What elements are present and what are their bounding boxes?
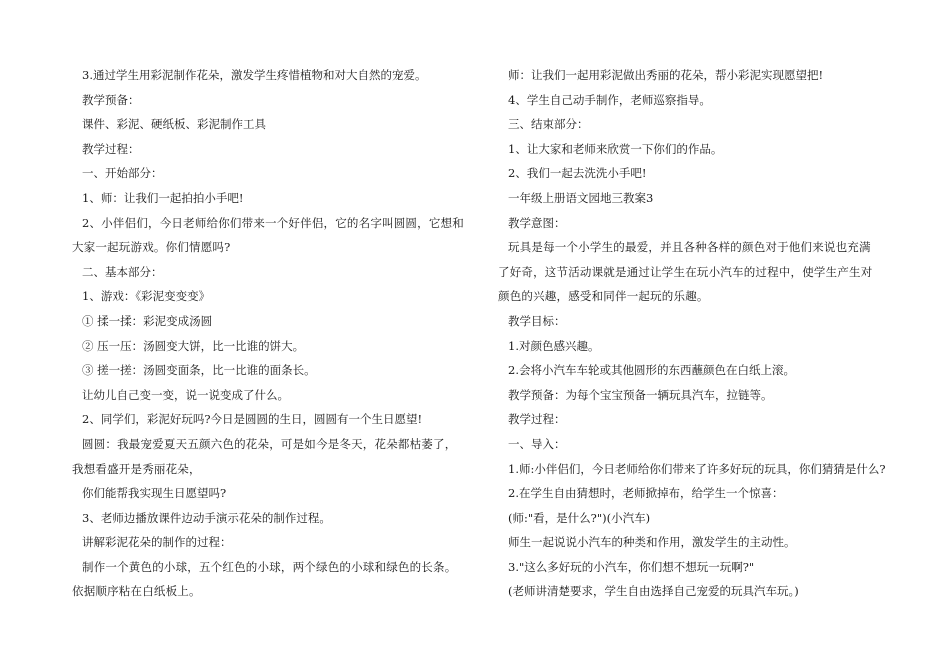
section-title: 一年级上册语文园地三教案3: [508, 190, 654, 205]
paragraph: 师：让我们一起用彩泥做出秀丽的花朵，帮小彩泥实现愿望把!: [508, 68, 824, 82]
paragraph: 一、导入：: [508, 436, 566, 451]
left-column: [72, 63, 464, 604]
paragraph: 2、我们一起去洗洗小手吧!: [508, 166, 647, 181]
paragraph: 3."这么多好玩的小汽车，你们想不想玩一玩啊?": [508, 559, 755, 574]
paragraph: 1、师：让我们一起拍拍小手吧!: [82, 190, 244, 205]
paragraph: (师:"看，是什么?")(小汽车): [508, 510, 651, 525]
paragraph: 师生一起说说小汽车的种类和作用，激发学生的主动性。: [508, 535, 796, 550]
paragraph: 4、学生自己动手制作，老师巡察指导。: [508, 92, 711, 107]
paragraph: 1.师:小伴侣们，今日老师给你们带来了许多好玩的玩具，你们猜猜是什么?: [508, 461, 886, 476]
paragraph: (老师讲清楚要求，学生自由选择自己宠爱的玩具汽车玩。): [508, 584, 799, 599]
paragraph: ① 揉一揉：彩泥变成汤圆: [82, 313, 213, 328]
paragraph: 圆圆：我最宠爱夏天五颜六色的花朵，可是如今是冬天，花朵都枯萎了，我想看盛开是秀丽花朵，: [72, 436, 457, 476]
right-column: [498, 63, 886, 604]
paragraph: ② 压一压：汤圆变大饼，比一比谁的饼大。: [82, 338, 305, 353]
paragraph: 1、游戏：《彩泥变变变》: [82, 289, 211, 304]
paragraph: 2.会将小汽车车轮或其他圆形的东西蘸颜色在白纸上滚。: [508, 363, 795, 378]
paragraph: 三、结束部分：: [508, 117, 589, 132]
paragraph: 二、基本部分：: [82, 264, 163, 279]
paragraph: 教学目标：: [508, 313, 566, 328]
paragraph: 制作一个黄色的小球，五个红色的小球，两个绿色的小球和绿色的长条。依据顺序粘在白纸板上。: [72, 559, 457, 599]
paragraph: 让幼儿自己变一变，说一说变成了什么。: [82, 387, 289, 402]
paragraph: 你们能帮我实现生日愿望吗?: [82, 486, 227, 501]
paragraph: 3、老师边播放课件边动手演示花朵的制作过程。: [82, 510, 331, 525]
paragraph: 教学预备：: [82, 92, 140, 107]
paragraph: 1、让大家和老师来欣赏一下你们的作品。: [508, 141, 723, 156]
paragraph: 2.在学生自由猜想时，老师掀掉布，给学生一个惊喜：: [508, 486, 784, 501]
paragraph: 教学过程：: [508, 412, 566, 427]
paragraph: 1.对颜色感兴趣。: [508, 338, 600, 353]
paragraph: 2、小伴侣们，今日老师给你们带来一个好伴侣，它的名字叫圆圆，它想和大家一起玩游戏。你们情愿吗?: [72, 215, 464, 255]
paragraph: 讲解彩泥花朵的制作的过程：: [82, 535, 232, 550]
paragraph: 教学意图：: [508, 215, 566, 230]
paragraph: 3.通过学生用彩泥制作花朵，激发学生疼惜植物和对大自然的宠爱。: [82, 68, 427, 82]
paragraph: ③ 搓一搓：汤圆变面条，比一比谁的面条长。: [82, 363, 316, 378]
paragraph: 2、同学们，彩泥好玩吗?今日是圆圆的生日，圆圆有一个生日愿望!: [82, 412, 423, 427]
paragraph: 教学预备：为每个宝宝预备一辆玩具汽车，拉链等。: [508, 387, 773, 402]
paragraph: 玩具是每一个小学生的最爱，并且各种各样的颜色对于他们来说也充满了好奇，这节活动课就是通过让学生在玩小汽车的过程中，使学生产生对颜色的兴趣，感受和同伴一起玩的乐趣。: [498, 240, 873, 304]
paragraph: 教学过程：: [82, 141, 140, 156]
paragraph: 课件、彩泥、硬纸板、彩泥制作工具: [82, 117, 266, 132]
paragraph: 一、开始部分：: [82, 166, 163, 181]
